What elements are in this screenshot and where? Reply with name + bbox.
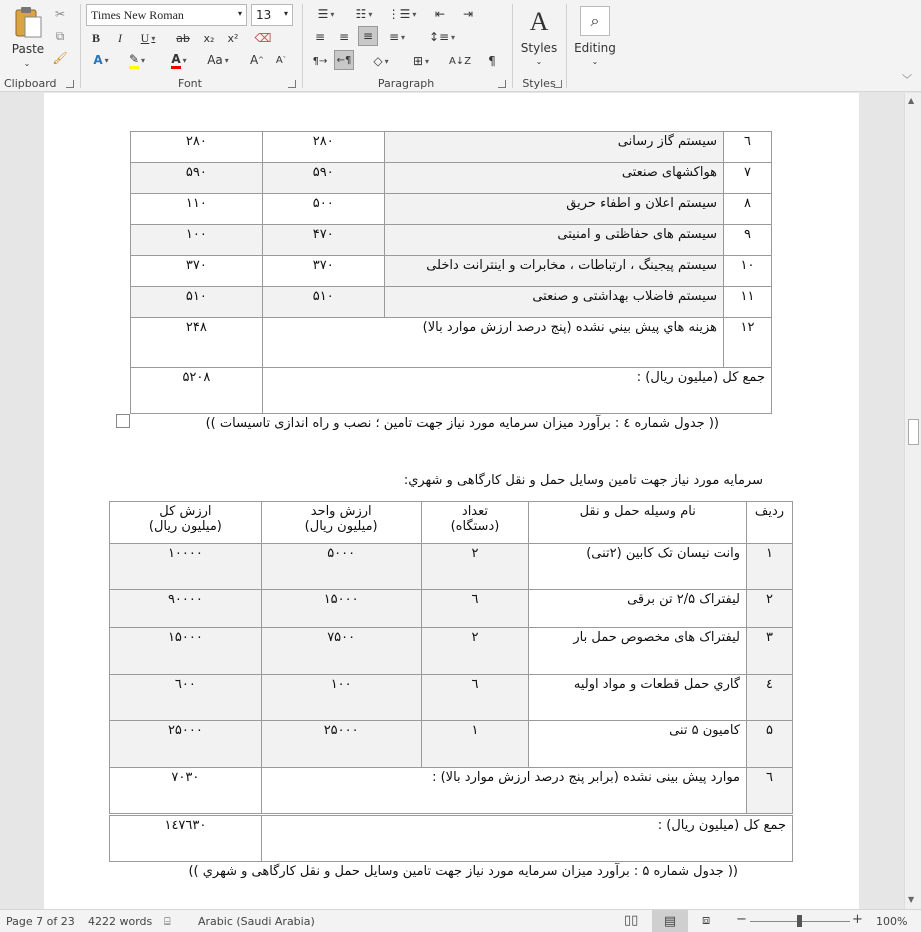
count-value: ۲ [421, 544, 529, 590]
total-value: ۲۵۰۰۰ [110, 721, 262, 768]
chevron-down-icon[interactable]: ▾ [283, 9, 288, 18]
table-row [110, 675, 793, 721]
item-name: سیستم پیجینگ ، ارتباطات ، مخابرات و اینترانت داخلی [384, 256, 723, 287]
font-size-value: 13 [256, 8, 272, 22]
row-number: ٤ [747, 675, 793, 721]
font-color-button[interactable]: A ▾ [164, 52, 194, 68]
multilevel-list-button[interactable]: ⋮☰ ▾ [387, 7, 417, 21]
format-painter-icon[interactable]: 🖌 [52, 51, 68, 65]
total-value: ۳۷۰ [131, 256, 263, 287]
zoom-out-icon[interactable]: − [736, 912, 747, 927]
clipboard-group [0, 0, 78, 92]
unit-value: ۷۵۰۰ [261, 628, 421, 675]
highlight-button[interactable]: ✎ ▾ [120, 52, 154, 68]
unit-value: ۲۸۰ [262, 132, 384, 163]
row-number: ۹ [724, 225, 772, 256]
total-value: ۱۰۰۰۰ [110, 544, 262, 590]
ltr-icon[interactable]: ¶→ [312, 55, 328, 67]
header-name: نام وسیله حمل و نقل [529, 502, 747, 544]
vehicle-name: لیفتراک ۲/۵ تن برقی [529, 590, 747, 628]
unit-value: ۱۰۰ [261, 675, 421, 721]
row-number: ۳ [747, 628, 793, 675]
item-name: هواکشهای صنعتی [384, 163, 723, 194]
paste-icon [13, 5, 43, 39]
row-number: ٦ [747, 768, 793, 814]
row-number: ٧ [724, 163, 772, 194]
vertical-scrollbar[interactable] [904, 93, 921, 909]
paste-dropdown-icon[interactable]: ⌄ [23, 58, 31, 68]
numbering-button[interactable]: ☷ ▾ [355, 7, 373, 21]
count-value: ۲ [421, 628, 529, 675]
page-count[interactable]: Page 7 of 23 [6, 915, 75, 928]
table-row [131, 132, 772, 163]
sort-icon[interactable]: A↓Z [448, 55, 472, 67]
font-name-box[interactable] [86, 4, 247, 26]
item-name: سیستم گاز رسانی [384, 132, 723, 163]
change-case-button[interactable]: Aa ▾ [207, 53, 229, 67]
total-value: ٦۰۰ [110, 675, 262, 721]
table-5-sum [109, 815, 793, 862]
total-value: ۱۱۰ [131, 194, 263, 225]
header-total [110, 502, 262, 544]
font-size-box[interactable] [251, 4, 293, 26]
styles-group-label: Styles [522, 77, 556, 90]
total-value: ۲۴۸ [131, 318, 263, 368]
justify-button[interactable]: ≡ ▾ [388, 30, 406, 44]
web-layout-icon[interactable]: ⧈ [702, 913, 711, 928]
table-row [131, 163, 772, 194]
table-5-sum-value: ۱٤۷٦۳۰ [110, 816, 262, 862]
table-5-sum-label: جمع کل (ميليون ريال) : [261, 816, 792, 862]
row-number: ۸ [724, 194, 772, 225]
unit-value: ۴۷۰ [262, 225, 384, 256]
scroll-down-icon[interactable]: ▼ [908, 895, 915, 904]
highlighter-icon: ✎ [129, 52, 139, 69]
editing-button[interactable]: Editing [574, 41, 616, 55]
clear-formatting-icon[interactable]: ⌫ [254, 31, 272, 45]
grow-font-icon[interactable]: A ^ [249, 53, 265, 67]
table-5-caption: (( جدول شماره ۵ : برآورد میزان سرمایه مورد نیاز جهت تامین وسایل حمل و نقل کارگاهی و شهري )) [188, 864, 738, 879]
editing-dropdown-icon[interactable]: ⌄ [591, 56, 599, 66]
print-layout-icon[interactable]: ▤ [652, 910, 688, 932]
divider [566, 4, 567, 88]
count-value: ٦ [421, 590, 529, 628]
paragraph-group-label: Paragraph [377, 77, 435, 90]
total-value: ۷۰۳۰ [110, 768, 262, 814]
shrink-font-icon[interactable]: A ˇ [275, 54, 287, 66]
align-left-icon[interactable]: ≡ [314, 30, 326, 44]
table-row [131, 225, 772, 256]
header-unit [261, 502, 421, 544]
unit-value: ۵۹۰ [262, 163, 384, 194]
table-row [131, 318, 772, 368]
row-number: ٦ [724, 132, 772, 163]
paste-button[interactable] [10, 4, 46, 40]
zoom-slider-thumb[interactable] [797, 915, 802, 927]
line-spacing-button[interactable]: ↕≡ ▾ [428, 30, 456, 44]
align-right-icon[interactable]: ≡ [358, 26, 378, 46]
strikethrough-button[interactable]: ab [176, 31, 190, 45]
styles-icon[interactable]: A [529, 7, 549, 36]
row-number: ۱۰ [724, 256, 772, 287]
search-icon[interactable]: ⌕ [580, 6, 610, 36]
section-title: سرمایه مورد نیاز جهت تامین وسایل حمل و نقل کارگاهی و شهري: [403, 473, 763, 488]
row-number: ۱۲ [724, 318, 772, 368]
row-number: ۵ [747, 721, 793, 768]
scroll-up-icon[interactable]: ▲ [908, 96, 915, 105]
header-count [421, 502, 529, 544]
item-name: هزينه هاي پيش بيني نشده (پنج درصد ارزش موارد بالا) [262, 318, 723, 368]
count-value: ٦ [421, 675, 529, 721]
subscript-button[interactable]: x₂ [203, 31, 215, 45]
header-count-line2: (دستگاه) [450, 519, 500, 534]
table-4 [130, 131, 772, 368]
cut-icon[interactable]: ✂ [54, 7, 66, 21]
superscript-button[interactable]: x² [227, 31, 239, 45]
item-name: سیستم های حفاظتی و امنیتی [384, 225, 723, 256]
paragraph-launcher-icon[interactable] [498, 80, 506, 88]
table-row [110, 721, 793, 768]
table-4-caption: (( جدول شماره ٤ : برآورد میزان سرمایه مورد نیاز جهت تامین ؛ نصب و راه اندازی تاسیسات )) [205, 416, 719, 431]
vehicle-name: لیفتراک های مخصوص حمل بار [529, 628, 747, 675]
total-value: ۲۸۰ [131, 132, 263, 163]
unit-value: ۳۷۰ [262, 256, 384, 287]
table-4-sum-label: جمع کل (ميليون ريال) : [262, 368, 771, 414]
word-count[interactable]: 4222 words [88, 915, 153, 928]
document-area [0, 93, 904, 909]
clipboard-group-label: Clipboard [4, 77, 57, 90]
table-row [110, 628, 793, 675]
bullets-button[interactable]: ☰ ▾ [317, 7, 335, 21]
table-row [131, 256, 772, 287]
total-value: ۱۵۰۰۰ [110, 628, 262, 675]
styles-dropdown-icon[interactable]: ⌄ [535, 56, 543, 66]
unit-value: ۵۰۰ [262, 194, 384, 225]
font-launcher-icon[interactable] [288, 80, 296, 88]
total-value: ۹۰۰۰۰ [110, 590, 262, 628]
styles-button[interactable]: Styles [520, 41, 558, 55]
table-4-sum-value: ۵۲۰۸ [131, 368, 263, 414]
unit-value: ۵۰۰۰ [261, 544, 421, 590]
styles-group [512, 0, 566, 92]
borders-button[interactable]: ⊞ ▾ [412, 54, 430, 68]
rtl-icon[interactable]: ←¶ [334, 50, 354, 70]
unit-value: ۵۱۰ [262, 287, 384, 318]
paste-label[interactable]: Paste [11, 42, 45, 56]
underline-button[interactable]: U ▾ [140, 30, 156, 45]
bold-button[interactable]: B [91, 30, 100, 45]
chevron-down-icon[interactable]: ▾ [237, 9, 242, 18]
table-4-sum [130, 367, 772, 414]
item-name: سیستم اعلان و اطفاء حریق [384, 194, 723, 225]
vehicle-name: موارد پیش بینی نشده (برابر پنج درصد ارزش موارد بالا) : [261, 768, 746, 814]
header-total-line1: ارزش کل [159, 504, 212, 519]
zoom-level[interactable]: 100% [876, 915, 908, 928]
shading-button[interactable]: ◇ ▾ [373, 54, 389, 68]
unit-value: ۲۵۰۰۰ [261, 721, 421, 768]
styles-launcher-icon[interactable] [554, 80, 562, 88]
proofing-icon[interactable]: ⌸ [164, 915, 171, 928]
document-page[interactable] [44, 93, 859, 909]
table-row [110, 590, 793, 628]
show-formatting-icon[interactable]: ¶ [488, 54, 496, 68]
vehicle-name: وانت نیسان تک کابین (۲تنی) [529, 544, 747, 590]
clipboard-launcher-icon[interactable] [66, 80, 74, 88]
copy-icon[interactable]: ⧉ [55, 28, 65, 43]
table-row [110, 768, 793, 814]
row-number: ۱۱ [724, 287, 772, 318]
table-row [131, 194, 772, 225]
table-row [131, 287, 772, 318]
vehicle-name: گاري حمل قطعات و مواد اولیه [529, 675, 747, 721]
font-name-value: Times New Roman [91, 8, 184, 22]
total-value: ۱۰۰ [131, 225, 263, 256]
total-value: ۵۱۰ [131, 287, 263, 318]
table-move-handle[interactable] [116, 414, 130, 428]
header-unit-line2: (ميليون ريال) [304, 519, 378, 534]
item-name: سیستم فاضلاب بهداشتی و صنعتی [384, 287, 723, 318]
editing-group [568, 0, 622, 92]
language-indicator[interactable]: Arabic (Saudi Arabia) [198, 915, 315, 928]
count-value: ۱ [421, 721, 529, 768]
text-effects-button[interactable]: A ▾ [93, 53, 109, 67]
table-5 [109, 501, 793, 814]
increase-indent-icon[interactable]: ⇥ [462, 7, 474, 21]
zoom-in-icon[interactable]: + [852, 912, 863, 927]
vehicle-name: کامیون ۵ تنی [529, 721, 747, 768]
table-row [110, 544, 793, 590]
font-color-icon: A [171, 52, 180, 69]
italic-button[interactable]: I [118, 30, 122, 45]
row-number: ۲ [747, 590, 793, 628]
row-number: ۱ [747, 544, 793, 590]
read-mode-icon[interactable]: ▯▯ [624, 913, 639, 928]
header-row-no: رديف [747, 502, 793, 544]
header-unit-line1: ارزش واحد [310, 504, 372, 519]
total-value: ۵۹۰ [131, 163, 263, 194]
align-center-icon[interactable]: ≡ [338, 30, 350, 44]
ribbon [0, 0, 921, 92]
collapse-ribbon-icon[interactable]: ﹀ [902, 74, 912, 86]
font-group-label: Font [178, 77, 202, 90]
unit-value: ۱۵۰۰۰ [261, 590, 421, 628]
status-bar [0, 909, 921, 932]
header-count-line1: تعداد [461, 504, 489, 519]
scroll-thumb[interactable] [908, 419, 919, 445]
decrease-indent-icon[interactable]: ⇤ [434, 7, 446, 21]
header-total-line2: (ميليون ريال) [148, 519, 222, 534]
